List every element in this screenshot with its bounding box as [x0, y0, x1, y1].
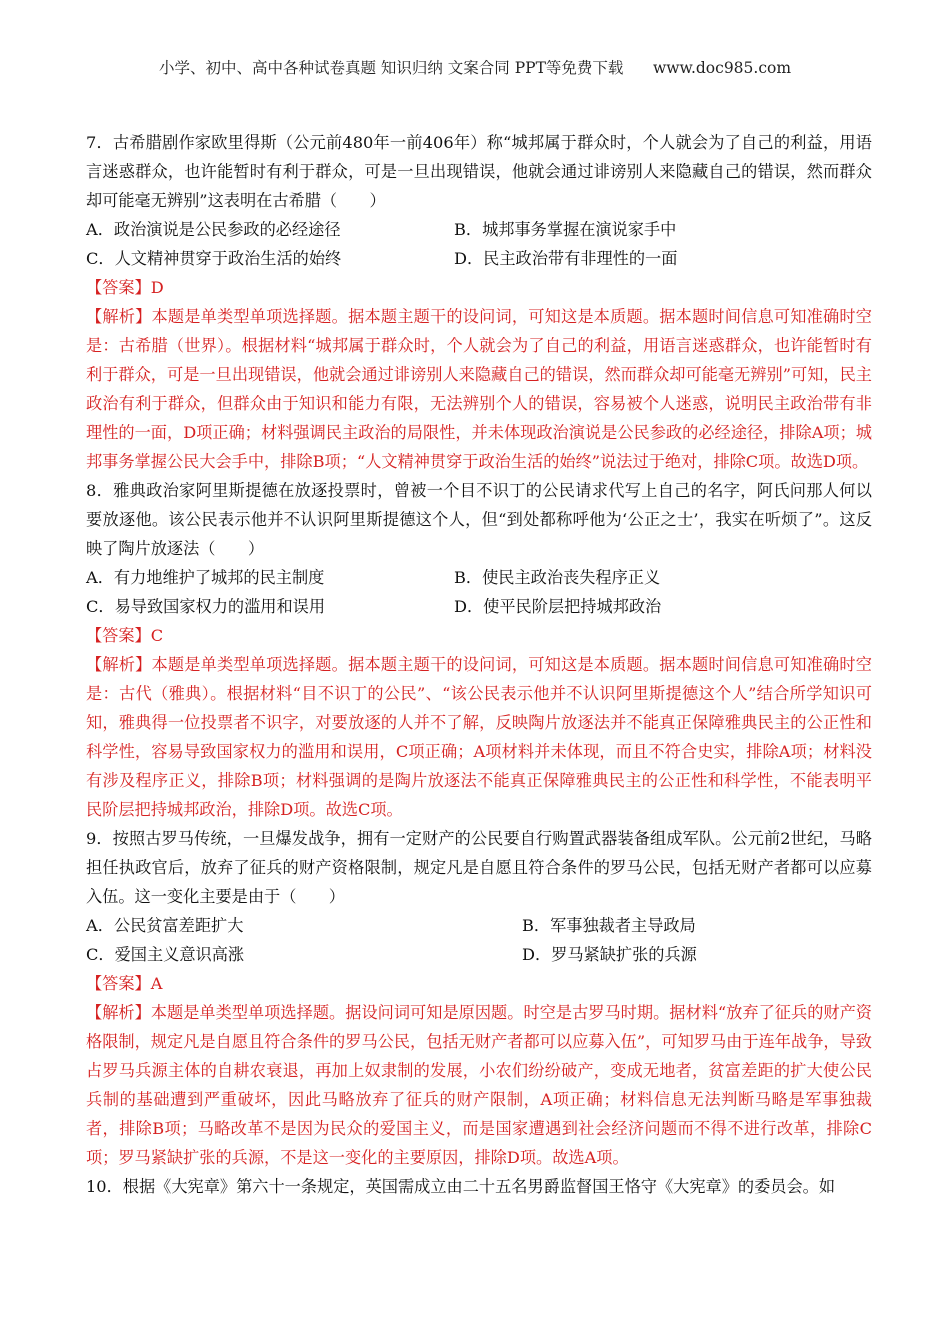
option-d: D．民主政治带有非理性的一面 — [454, 249, 678, 268]
option-c: C．爱国主义意识高涨 — [86, 945, 245, 964]
analysis: 【解析】本题是单类型单项选择题。据设问词可知是原因题。时空是古罗马时期。据材料“放弃了征兵的财产资格限制，规定凡是自愿且符合条件的罗马公民，包括无财产者都可以应募入伍”，可知罗马由于连年战争，导致占罗马兵源主体的自耕农衰退，再加上奴隶制的发展，小农们纷纷破产，变成无地者，贫富差距的扩大使公民兵制的基础遭到严重破坏，因此马略放弃了征兵的财产限制，A项正确；材料信息无法判断马略是军事独裁者，排除B项；马略改革不是因为民众的爱国主义，而是国家遭遇到社会经济问题而不得不进行改革，排除C项；罗马紧缺扩张的兵源，不是这一变化的主要原因，排除D项。故选A项。 — [86, 1003, 872, 1167]
question-stem: 10．根据《大宪章》第六十一条规定，英国需成立由二十五名男爵监督国王恪守《大宪章》的委员会。如 — [86, 1177, 836, 1196]
question-10 — [86, 1172, 872, 1201]
option-b: B．城邦事务掌握在演说家手中 — [454, 220, 677, 239]
question-stem: 8．雅典政治家阿里斯提德在放逐投票时，曾被一个目不识丁的公民请求代写上自己的名字，阿氏问那人何以要放逐他。该公民表示他并不认识阿里斯提德这个人，但“到处都称呼他为‘公正之士’，我实在听烦了”。这反映了陶片放逐法（ ） — [86, 481, 872, 558]
question-list — [86, 128, 872, 1201]
option-a: A．有力地维护了城邦的民主制度 — [86, 568, 325, 587]
question-stem: 9．按照古罗马传统，一旦爆发战争，拥有一定财产的公民要自行购置武器装备组成军队。公元前2世纪，马略担任执政官后，放弃了征兵的财产资格限制，规定凡是自愿且符合条件的罗马公民，包括无财产者都可以应募入伍。这一变化主要是由于（ ） — [86, 829, 872, 906]
analysis: 【解析】本题是单类型单项选择题。据本题主题干的设问词，可知这是本质题。据本题时间信息可知准确时空是：古希腊（世界）。根据材料“城邦属于群众时，个人就会为了自己的利益，用语言迷惑群众，也许能暂时有利于群众，可是一旦出现错误，他就会通过诽谤别人来隐藏自己的错误，然而群众却可能毫无辨别”可知，民主政治有利于群众，但群众由于知识和能力有限，无法辨别个人的错误，容易被个人迷惑，说明民主政治带有非理性的一面，D项正确；材料强调民主政治的局限性，并未体现政治演说是公民参政的必经途径，排除A项；城邦事务掌握公民大会手中，排除B项；“人文精神贯穿于政治生活的始终”说法过于绝对，排除C项。故选D项。 — [86, 307, 872, 471]
option-list — [86, 911, 872, 969]
option-c: C．人文精神贯穿于政治生活的始终 — [86, 249, 342, 268]
question-8 — [86, 476, 872, 824]
option-d: D．罗马紧缺扩张的兵源 — [522, 945, 697, 964]
question-9 — [86, 824, 872, 1172]
page-header: 小学、初中、高中各种试卷真题 知识归纳 文案合同 PPT等免费下载 www.doc985.com — [158, 59, 792, 77]
option-b: B．使民主政治丧失程序正义 — [454, 568, 661, 587]
option-b: B．军事独裁者主导政局 — [522, 916, 696, 935]
answer: 【答案】D — [86, 278, 164, 297]
option-list — [86, 563, 872, 621]
option-c: C．易导致国家权力的滥用和误用 — [86, 597, 326, 616]
question-7 — [86, 128, 872, 476]
analysis: 【解析】本题是单类型单项选择题。据本题主题干的设问词，可知这是本质题。据本题时间信息可知准确时空是：古代（雅典）。根据材料“目不识丁的公民”、“该公民表示他并不认识阿里斯提德这个人”结合所学知识可知，雅典得一位投票者不识字，对要放逐的人并不了解，反映陶片放逐法并不能真正保障雅典民主的公正性和科学性，容易导致国家权力的滥用和误用，C项正确；A项材料并未体现，而且不符合史实，排除A项；材料没有涉及程序正义，排除B项；材料强调的是陶片放逐法不能真正保障雅典民主的公正性和科学性，不能表明平民阶层把持城邦政治，排除D项。故选C项。 — [86, 655, 872, 819]
option-a: A．政治演说是公民参政的必经途径 — [86, 220, 341, 239]
option-list — [86, 215, 872, 273]
option-a: A．公民贫富差距扩大 — [86, 916, 244, 935]
question-stem: 7．古希腊剧作家欧里得斯（公元前480年一前406年）称“城邦属于群众时，个人就会为了自己的利益，用语言迷惑群众，也许能暂时有利于群众，可是一旦出现错误，他就会通过诽谤别人来隐藏自己的错误，然而群众却可能毫无辨别”这表明在古希腊（ ） — [86, 133, 872, 210]
answer: 【答案】C — [86, 626, 164, 645]
option-d: D．使平民阶层把持城邦政治 — [454, 597, 662, 616]
answer: 【答案】A — [86, 974, 163, 993]
